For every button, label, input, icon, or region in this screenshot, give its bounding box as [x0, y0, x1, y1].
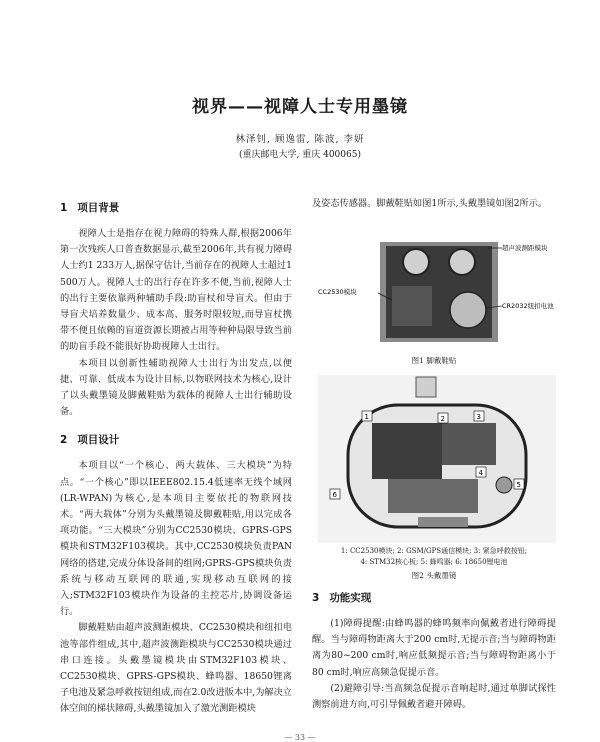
cc2530-board [392, 286, 432, 326]
paper-title: 视界——视障人士专用墨镜 [192, 97, 408, 117]
paragraph: (1)障碍提醒:由蜂鸣器的蜂鸣频率向佩戴者进行障碍提醒。当与障碍物距离大于200 cm时,无提示音;当与障碍物距离为80~200 cm时,响应低频提示音;当与障碍物距离小于80 cm时,响应高频急促提示音。 [312, 618, 556, 678]
paragraph: 本项目以创新性辅助视障人士出行为出发点,以便捷、可靠、低成本为设计目标,以物联网技术为核心,设计了以头戴墨镜及脚戴鞋贴为载体的视障人士出行辅助设备。 [60, 357, 292, 418]
figure-1-shoe-sticker [318, 238, 556, 348]
buzzer [496, 477, 512, 493]
ultrasonic-transducer-left [403, 249, 429, 275]
paragraph: 本项目以“一个核心、两大载体、三大模块”为特点。“一个核心”即以IEEE802.15.4低速率无线个域网(LR-WPAN)为核心,是本项目主要依托的物联网技术。“两大载体”分别为头戴墨镜及脚戴鞋贴,用以完成各项功能。“三大模块”分别为CC2530模块、GPRS-GPS模块和STM32F103模块。其中,CC2530模块负责PAN网络的搭建,完成分体设备间的组网;GPRS-GPS模块负责系统与移动互联网的联通,实现移动互联网的接入;STM32F103模块作为设备的主控芯片,协调设备运行。 [60, 460, 292, 618]
label-ultrasonic: 超声波测距模块 [502, 244, 548, 252]
marker-5: 5 [516, 481, 521, 489]
affiliation: (重庆邮电大学, 重庆 400065) [239, 150, 361, 160]
author-list: 林泽钊, 顾逸雷, 陈波, 李妍 [235, 134, 365, 145]
paragraph: (2)避障引导:当高频急促提示音响起时,通过单脚试探性测察前进方向,可引导佩戴者避开障碍。 [312, 682, 556, 711]
marker-4: 4 [478, 469, 483, 477]
figure-1-caption: 图1 脚戴鞋贴 [411, 356, 457, 365]
section-heading-design [60, 432, 292, 448]
paragraph: 脚戴鞋贴由超声波测距模块、CC2530模块和纽扣电池等部件组成,其中,超声波测距模块与CC2530模块通过串口连接。头戴墨镜模块由STM32F103模块、CC2530模块、GPRS-GPS模块、蜂鸣器、18650锂离子电池及紧急呼救按钮组成,而在2.0改进版本中,为解决立体空间的梯状障碍,头戴墨镜加入了激光测距模块 [60, 622, 292, 715]
left-column [60, 200, 292, 718]
section-heading-function [312, 590, 556, 606]
marker-3: 3 [476, 413, 481, 421]
page-number: — 33 — [284, 733, 316, 742]
section-title: 项目设计 [77, 434, 120, 447]
lithium-battery [418, 517, 468, 527]
figure-2-glasses [318, 375, 556, 543]
gps-antenna [416, 377, 436, 397]
marker-2: 2 [440, 415, 445, 423]
ultrasonic-transducer-right [449, 249, 475, 275]
cc2530-board [372, 423, 442, 479]
coin-battery [450, 292, 486, 328]
paragraph-continued: 及姿态传感器。脚戴鞋贴如图1所示,头戴墨镜如图2所示。 [312, 198, 548, 209]
gsm-gps-board [442, 423, 496, 465]
label-battery: CR2032纽扣电池 [502, 302, 554, 310]
label-cc2530: CC2530模块 [318, 288, 357, 296]
right-column-bottom [312, 590, 556, 713]
figure-2-caption: 图2 头戴墨镜 [411, 571, 457, 580]
section-heading-background [60, 200, 292, 216]
legend-line: 1: CC2530模块; 2: GSM/GPS通信模块; 3: 紧急呼救按钮; [340, 547, 528, 555]
section-number: 1 [60, 202, 68, 214]
marker-6: 6 [332, 491, 337, 499]
stm32-board [388, 479, 478, 513]
marker-1: 1 [364, 413, 369, 421]
section-title: 项目背景 [77, 202, 120, 214]
legend-line: 4: STM32核心板; 5: 蜂鸣器; 6: 18650锂电池 [360, 558, 508, 566]
figure-2-legend [312, 546, 556, 568]
right-column-top [312, 196, 556, 212]
section-title: 功能实现 [329, 592, 372, 604]
section-number: 3 [312, 592, 320, 604]
paragraph: 视障人士是指存在视力障碍的特殊人群,根据2006年第一次残疾人口普查数据显示,截至2006年,共有视力障碍人士约1 233万人,据保守估计,当前存在的视障人士超过1 500万人。视障人士的出行存在许多不便,当前,视障人士的出行主要依靠两种辅助手段:助盲杖和导盲犬。但由于导盲犬培养数量少、成本高、服务时限较短,而导盲杖携带不便且依赖的盲道资源长期被占用等种种局限导致当前的助盲手段不能很好协助视障人士出行。 [60, 228, 292, 353]
section-number: 2 [60, 434, 68, 447]
